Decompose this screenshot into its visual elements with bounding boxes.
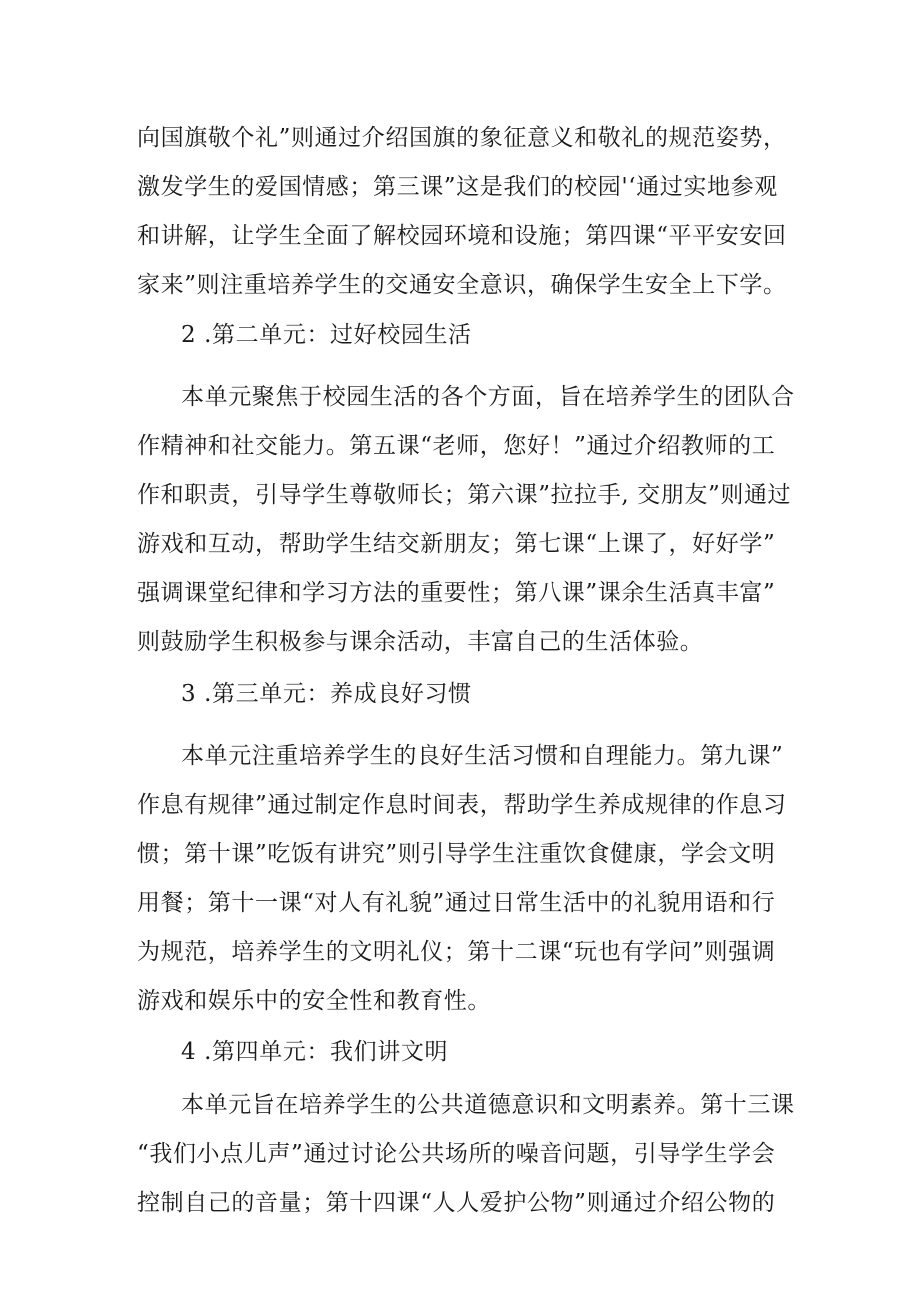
paragraph-4-line-3: 控制自己的音量；第十四课“人人爱护公物”则通过介绍公物的 (137, 1190, 776, 1216)
paragraph-1-line-1: 向国旗敬个礼”则通过介绍国旗的象征意义和敬礼的规范姿势， (137, 125, 787, 151)
paragraph-2-line-2: 作精神和社交能力。第五课“老师，您好！”通过介绍教师的工 (137, 433, 776, 459)
section-heading-unit-3: 3 .第三单元：养成良好习惯 (181, 681, 472, 707)
paragraph-3-line-3: 惯；第十课”吃饭有讲究”则引导学生注重饮食健康，学会文明 (137, 841, 776, 867)
paragraph-2-line-6: 则鼓励学生积极参与课余活动，丰富自己的生活体验。 (137, 629, 704, 655)
paragraph-4-line-1: 本单元旨在培养学生的公共道德意识和文明素养。第十三课 (181, 1092, 795, 1118)
paragraph-1-line-3: 和讲解，让学生全面了解校园环境和设施；第四课“平平安安回 (137, 223, 787, 249)
paragraph-2-line-1: 本单元聚焦于校园生活的各个方面，旨在培养学生的团队合 (181, 384, 795, 410)
paragraph-3-line-5: 为规范，培养学生的文明礼仪；第十二课“玩也有学问”则强调 (137, 939, 776, 965)
paragraph-1-line-2: 激发学生的爱国情感；第三课”这是我们的校园'‘通过实地参观 (137, 174, 778, 200)
paragraph-3-line-4: 用餐；第十一课“对人有礼貌”通过日常生活中的礼貌用语和行 (137, 890, 776, 916)
paragraph-3-line-2: 作息有规律”通过制定作息时间表，帮助学生养成规律的作息习 (137, 792, 787, 818)
section-heading-unit-2: 2 .第二单元：过好校园生活 (181, 322, 472, 348)
paragraph-3-line-1: 本单元注重培养学生的良好生活习惯和自理能力。第九课” (181, 743, 784, 769)
paragraph-3-line-6: 游戏和娱乐中的安全性和教育性。 (137, 988, 491, 1014)
paragraph-2-line-4: 游戏和互动，帮助学生结交新朋友；第七课“上课了，好好学” (137, 531, 776, 557)
paragraph-1-line-4: 家来”则注重培养学生的交通安全意识，确保学生安全上下学。 (137, 272, 787, 298)
paragraph-4-line-2: “我们小点儿声”通过讨论公共场所的噪音问题，引导学生学会 (137, 1141, 776, 1167)
paragraph-2-line-3: 作和职责，引导学生尊敬师长；第六课”拉拉手, 交朋友”则通过 (137, 482, 792, 508)
section-heading-unit-4: 4 .第四单元：我们讲文明 (181, 1039, 449, 1065)
paragraph-2-line-5: 强调课堂纪律和学习方法的重要性；第八课”课余生活真丰富” (137, 580, 776, 606)
